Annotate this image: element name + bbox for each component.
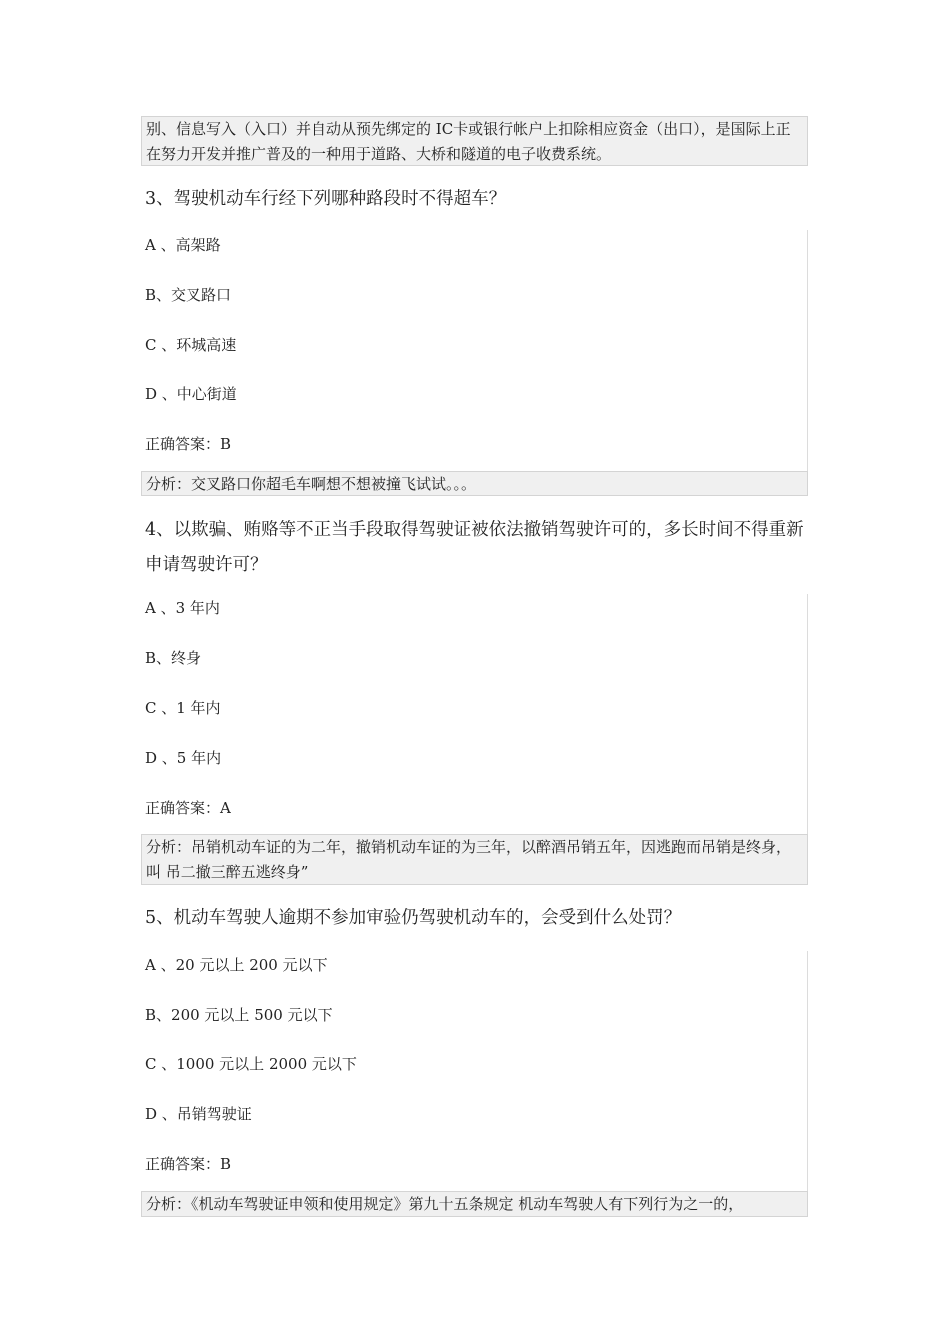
analysis-text: 分析：《机动车驾驶证申领和使用规定》第九十五条规定 机动车驾驶人有下列行为之一的， — [146, 1195, 744, 1213]
question-3-title: 3、驾驶机动车行经下列哪种路段时不得超车？ — [145, 189, 507, 209]
option-c: C 、环城高速 — [145, 336, 237, 354]
question-4-title: 4、以欺骗、贿赂等不正当手段取得驾驶证被依法撤销驾驶许可的，多长时间不得重新申请驾驶许可？ — [145, 520, 804, 575]
analysis-box — [141, 116, 808, 166]
option-a: A 、高架路 — [145, 236, 221, 254]
option-c: C 、1 年内 — [145, 699, 221, 717]
question-5-options — [141, 951, 808, 1191]
analysis-text: 分析：吊销机动车证的为二年，撤销机动车证的为三年，以醉酒吊销五年，因逃跑而吊销是终身，叫 吊二撤三醉五逃终身” — [146, 838, 792, 881]
option-d: D 、吊销驾驶证 — [145, 1105, 252, 1123]
option-d: D 、中心街道 — [145, 385, 237, 403]
correct-answer: 正确答案：B — [145, 1155, 232, 1173]
option-c: C 、1000 元以上 2000 元以下 — [145, 1055, 357, 1073]
option-b: B、200 元以上 500 元以下 — [145, 1006, 333, 1024]
question-3-analysis — [141, 471, 808, 496]
question-3-options — [141, 230, 808, 471]
question-5-analysis — [141, 1191, 808, 1217]
option-b: B、交叉路口 — [145, 286, 232, 304]
option-b: B、终身 — [145, 649, 202, 667]
analysis-text: 分析：交叉路口你超毛车啊想不想被撞飞试试。。。 — [146, 475, 477, 493]
analysis-text: 别、信息写入（入口）并自动从预先绑定的 IC卡或银行帐户上扣除相应资金（出口），是国际上正在努力开发并推广普及的一种用于道路、大桥和隧道的电子收费系统。 — [146, 120, 791, 163]
question-5-title: 5、机动车驾驶人逾期不参加审验仍驾驶机动车的，会受到什么处罚？ — [145, 908, 682, 928]
correct-answer: 正确答案：B — [145, 435, 232, 453]
correct-answer: 正确答案：A — [145, 799, 231, 817]
question-4-options — [141, 594, 808, 834]
question-4-analysis — [141, 834, 808, 885]
option-d: D 、5 年内 — [145, 749, 222, 767]
option-a: A 、20 元以上 200 元以下 — [145, 956, 328, 974]
option-a: A 、3 年内 — [145, 599, 220, 617]
